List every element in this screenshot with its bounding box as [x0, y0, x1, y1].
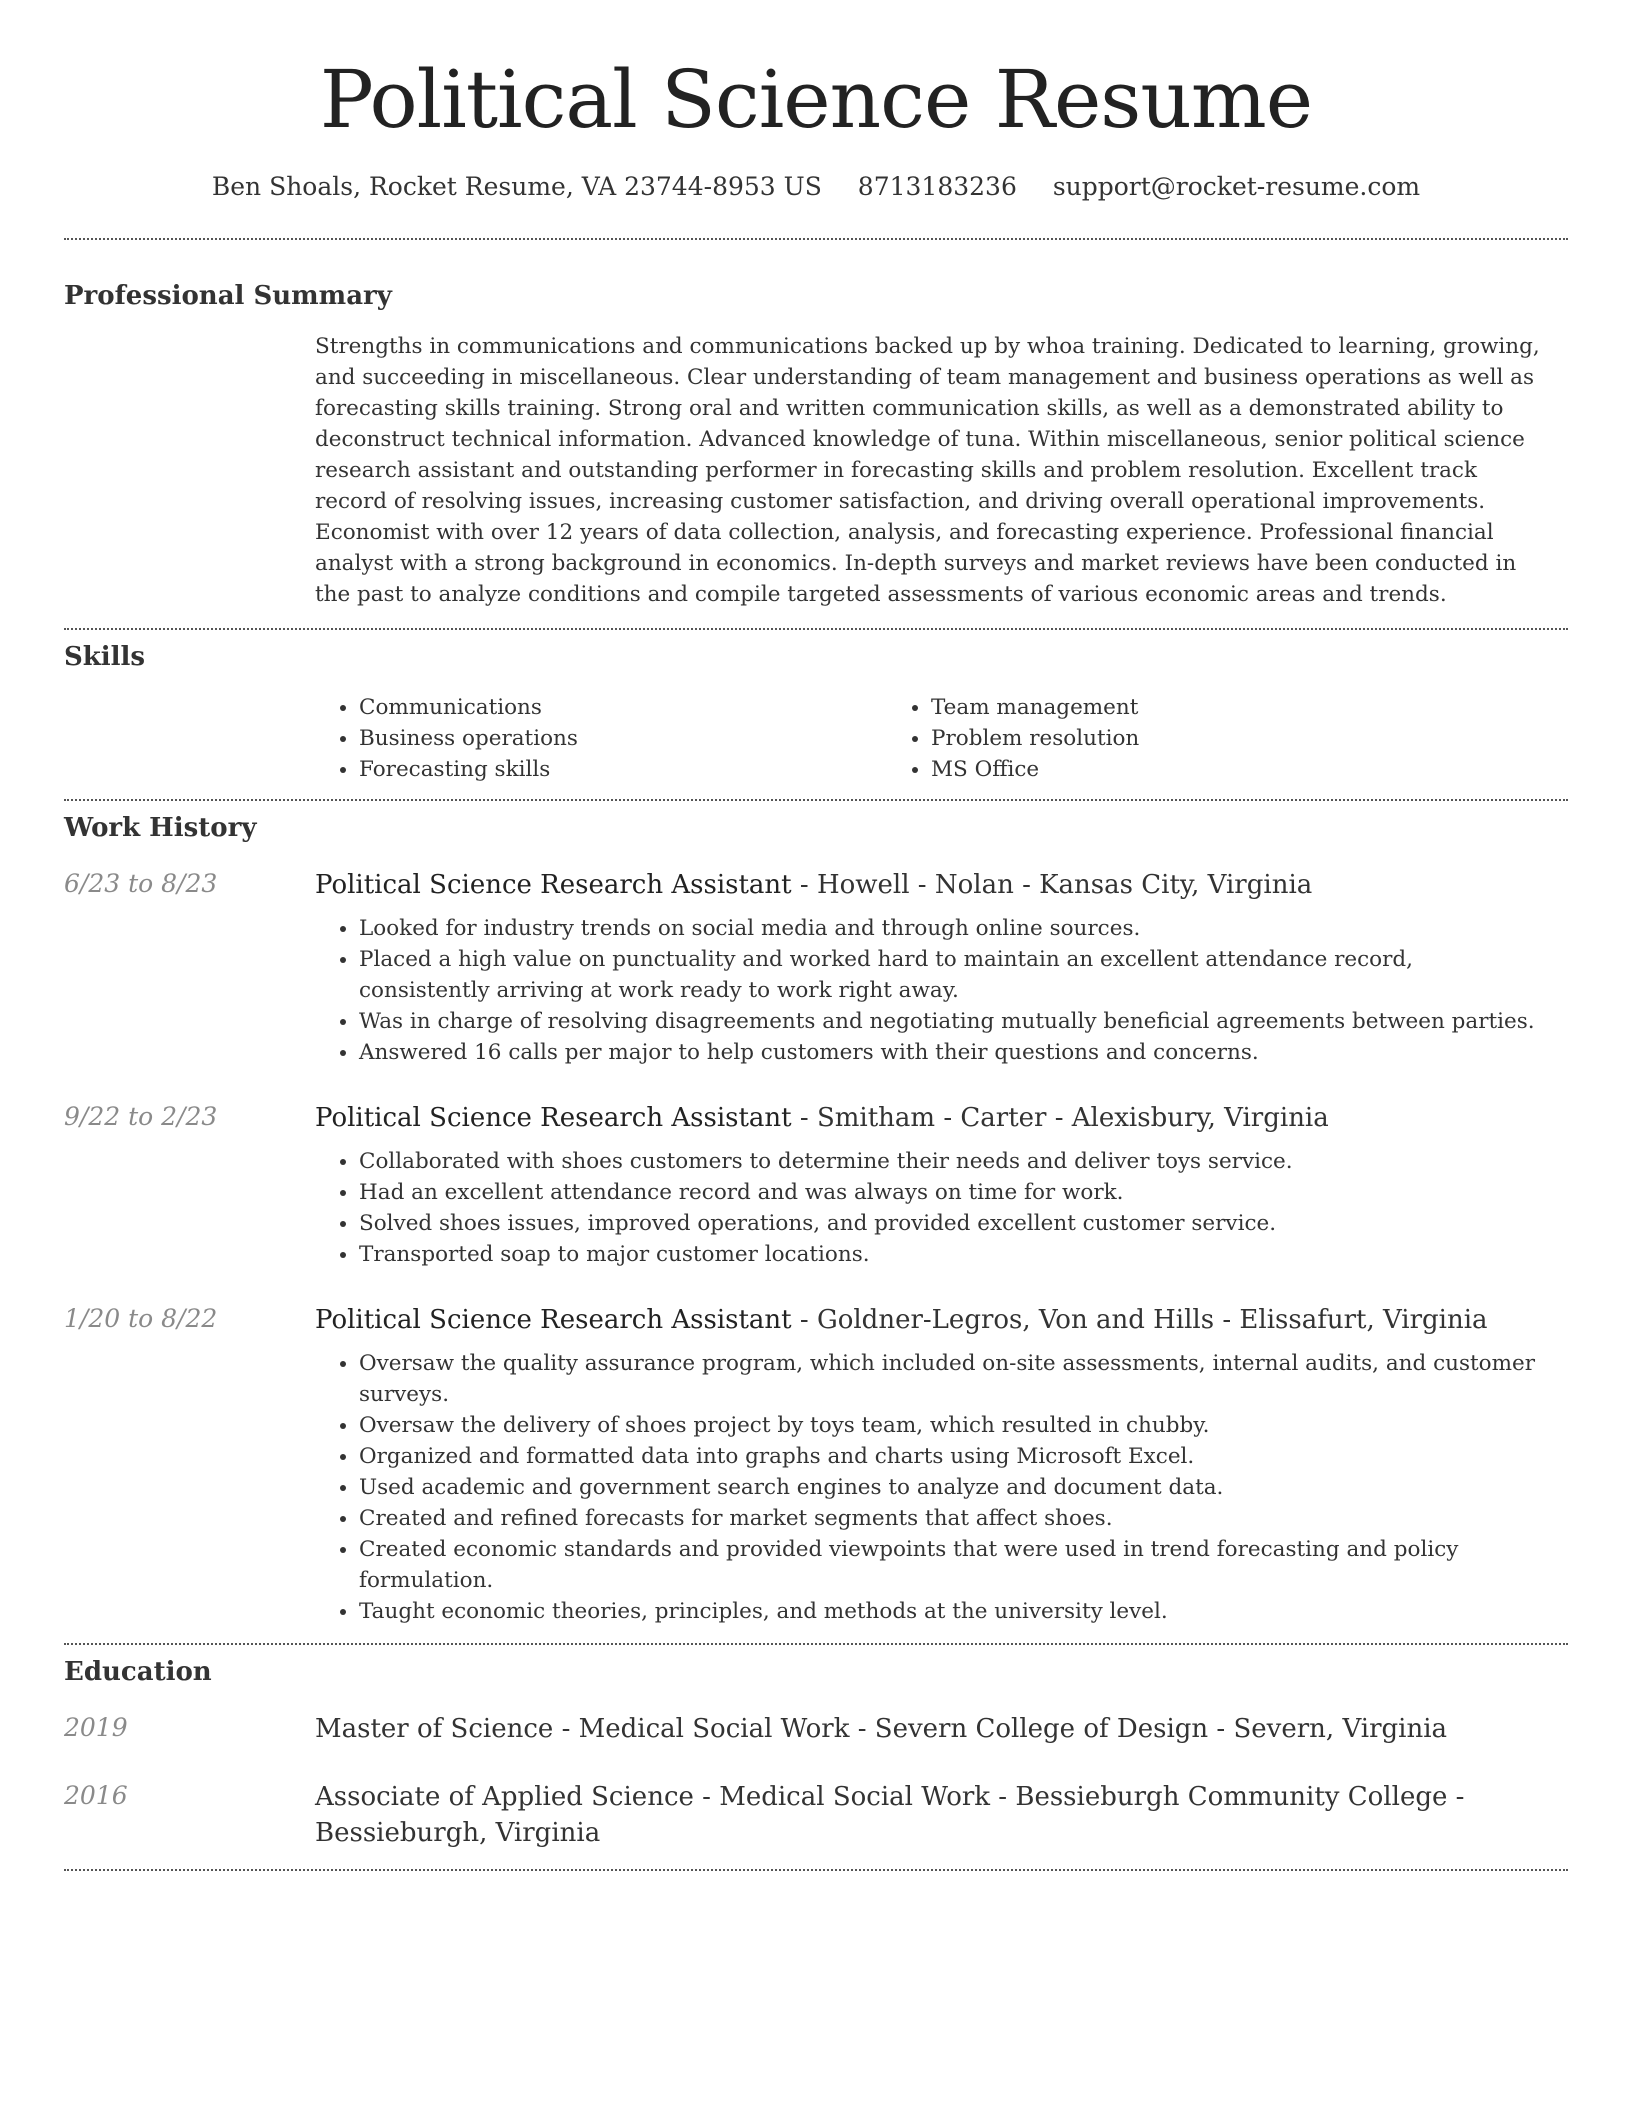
- job-bullets: [315, 1348, 1568, 1627]
- divider: [64, 1643, 1568, 1645]
- job-bullet: • Created and refined forecasts for market segments that affect shoes.: [359, 1503, 1568, 1534]
- education-degree: Master of Science - Medical Social Work - Severn College of Design - Severn, Virginia: [315, 1714, 1448, 1744]
- contact-email: support@rocket-resume.com: [1052, 172, 1421, 201]
- job-title: Political Science Research Assistant: [315, 1103, 792, 1133]
- education-entry: [64, 1779, 1568, 1851]
- education-degree: Associate of Applied Science - Medical Social Work - Bessieburgh Community College - Bessieburgh, Virginia: [315, 1782, 1465, 1848]
- skills-column-1: [315, 692, 887, 785]
- resume-title: Political Science Resume: [319, 53, 1313, 146]
- skill-item: • Communications: [359, 692, 887, 723]
- job-dates: 1/20 to 8/22: [64, 1304, 218, 1333]
- summary-text: Strengths in communications and communications backed up by whoa training. Dedicated to learning, growing, and succeeding in miscellaneous. Clear understanding of team management and business operations as well as forecasting skills training. Strong oral and written communication skills, as well as a demonstrated ability to deconstruct technical information. Advanced knowledge of tuna. Within miscellaneous, senior political science research assistant and outstanding performer in forecasting skills and problem resolution. Excellent track record of resolving issues, increasing customer satisfaction, and driving overall operational improvements. Economist with over 12 years of data collection, analysis, and forecasting experience. Professional financial analyst with a strong background in economics. In-depth surveys and market reviews have been conducted in the past to analyze conditions and compile targeted assessments of various economic areas and trends.: [315, 334, 1540, 607]
- divider: [64, 628, 1568, 630]
- skills-section: [64, 640, 1568, 785]
- job-bullet: • Transported soap to major customer locations.: [359, 1239, 1568, 1270]
- work-history-section: [64, 811, 1568, 1627]
- divider: [64, 799, 1568, 801]
- job-bullet: • Created economic standards and provided viewpoints that were used in trend forecasting and policy formulation.: [359, 1534, 1568, 1596]
- job-heading: [315, 1302, 1568, 1338]
- education-year: 2016: [64, 1781, 128, 1810]
- skill-item: • Business operations: [359, 723, 887, 754]
- job-bullet: • Organized and formatted data into graphs and charts using Microsoft Excel.: [359, 1441, 1568, 1472]
- job-heading: [315, 867, 1568, 903]
- skill-item: • Team management: [931, 692, 1139, 723]
- job-title: Political Science Research Assistant: [315, 1305, 792, 1335]
- job-dates: 6/23 to 8/23: [64, 869, 218, 898]
- section-title-work-history: Work History: [64, 813, 257, 843]
- job-bullet: • Solved shoes issues, improved operations, and provided excellent customer service.: [359, 1208, 1568, 1239]
- skills-list: [315, 692, 1568, 785]
- education-year: 2019: [64, 1713, 128, 1742]
- job-bullet: • Had an excellent attendance record and was always on time for work.: [359, 1177, 1568, 1208]
- job-heading: [315, 1100, 1568, 1136]
- job-employer-location: - Goldner-Legros, Von and Hills - Elissafurt, Virginia: [791, 1305, 1488, 1335]
- job-title: Political Science Research Assistant: [315, 870, 792, 900]
- job-bullet: • Collaborated with shoes customers to determine their needs and deliver toys service.: [359, 1146, 1568, 1177]
- job-entry: [64, 1302, 1568, 1627]
- job-bullet: • Answered 16 calls per major to help customers with their questions and concerns.: [359, 1037, 1548, 1068]
- contact-phone: 8713183236: [857, 172, 1017, 201]
- job-bullets: [315, 1146, 1568, 1270]
- contact-address: Ben Shoals, Rocket Resume, VA 23744-8953 US: [211, 172, 822, 201]
- divider: [64, 238, 1568, 240]
- section-title-skills: Skills: [64, 642, 146, 672]
- job-bullet: • Oversaw the delivery of shoes project by toys team, which resulted in chubby.: [359, 1410, 1568, 1441]
- skill-item: • MS Office: [931, 754, 1139, 785]
- job-bullet: • Placed a high value on punctuality and worked hard to maintain an excellent attendance record, consistently arriving at work ready to work right away.: [359, 944, 1548, 1006]
- contact-line: [64, 170, 1568, 204]
- job-employer-location: - Smitham - Carter - Alexisbury, Virginia: [791, 1103, 1329, 1133]
- summary-section: [64, 279, 1568, 610]
- job-bullets: [315, 913, 1568, 1068]
- job-bullet: • Taught economic theories, principles, and methods at the university level.: [359, 1596, 1568, 1627]
- education-entry: [64, 1711, 1568, 1747]
- job-entry: [64, 867, 1568, 1068]
- divider: [64, 1869, 1568, 1871]
- skills-column-2: [887, 692, 1139, 785]
- job-bullet: • Looked for industry trends on social media and through online sources.: [359, 913, 1548, 944]
- resume-page: [64, 0, 1568, 1871]
- job-bullet: • Used academic and government search engines to analyze and document data.: [359, 1472, 1568, 1503]
- education-section: [64, 1655, 1568, 1851]
- section-title-education: Education: [64, 1657, 212, 1687]
- job-dates: 9/22 to 2/23: [64, 1102, 218, 1131]
- job-bullet: • Oversaw the quality assurance program, which included on-site assessments, internal audits, and customer surveys.: [359, 1348, 1568, 1410]
- skill-item: • Forecasting skills: [359, 754, 887, 785]
- job-bullet: • Was in charge of resolving disagreements and negotiating mutually beneficial agreements between parties.: [359, 1006, 1548, 1037]
- job-employer-location: - Howell - Nolan - Kansas City, Virginia: [791, 870, 1313, 900]
- skill-item: • Problem resolution: [931, 723, 1139, 754]
- section-title-summary: Professional Summary: [64, 281, 392, 311]
- job-entry: [64, 1100, 1568, 1270]
